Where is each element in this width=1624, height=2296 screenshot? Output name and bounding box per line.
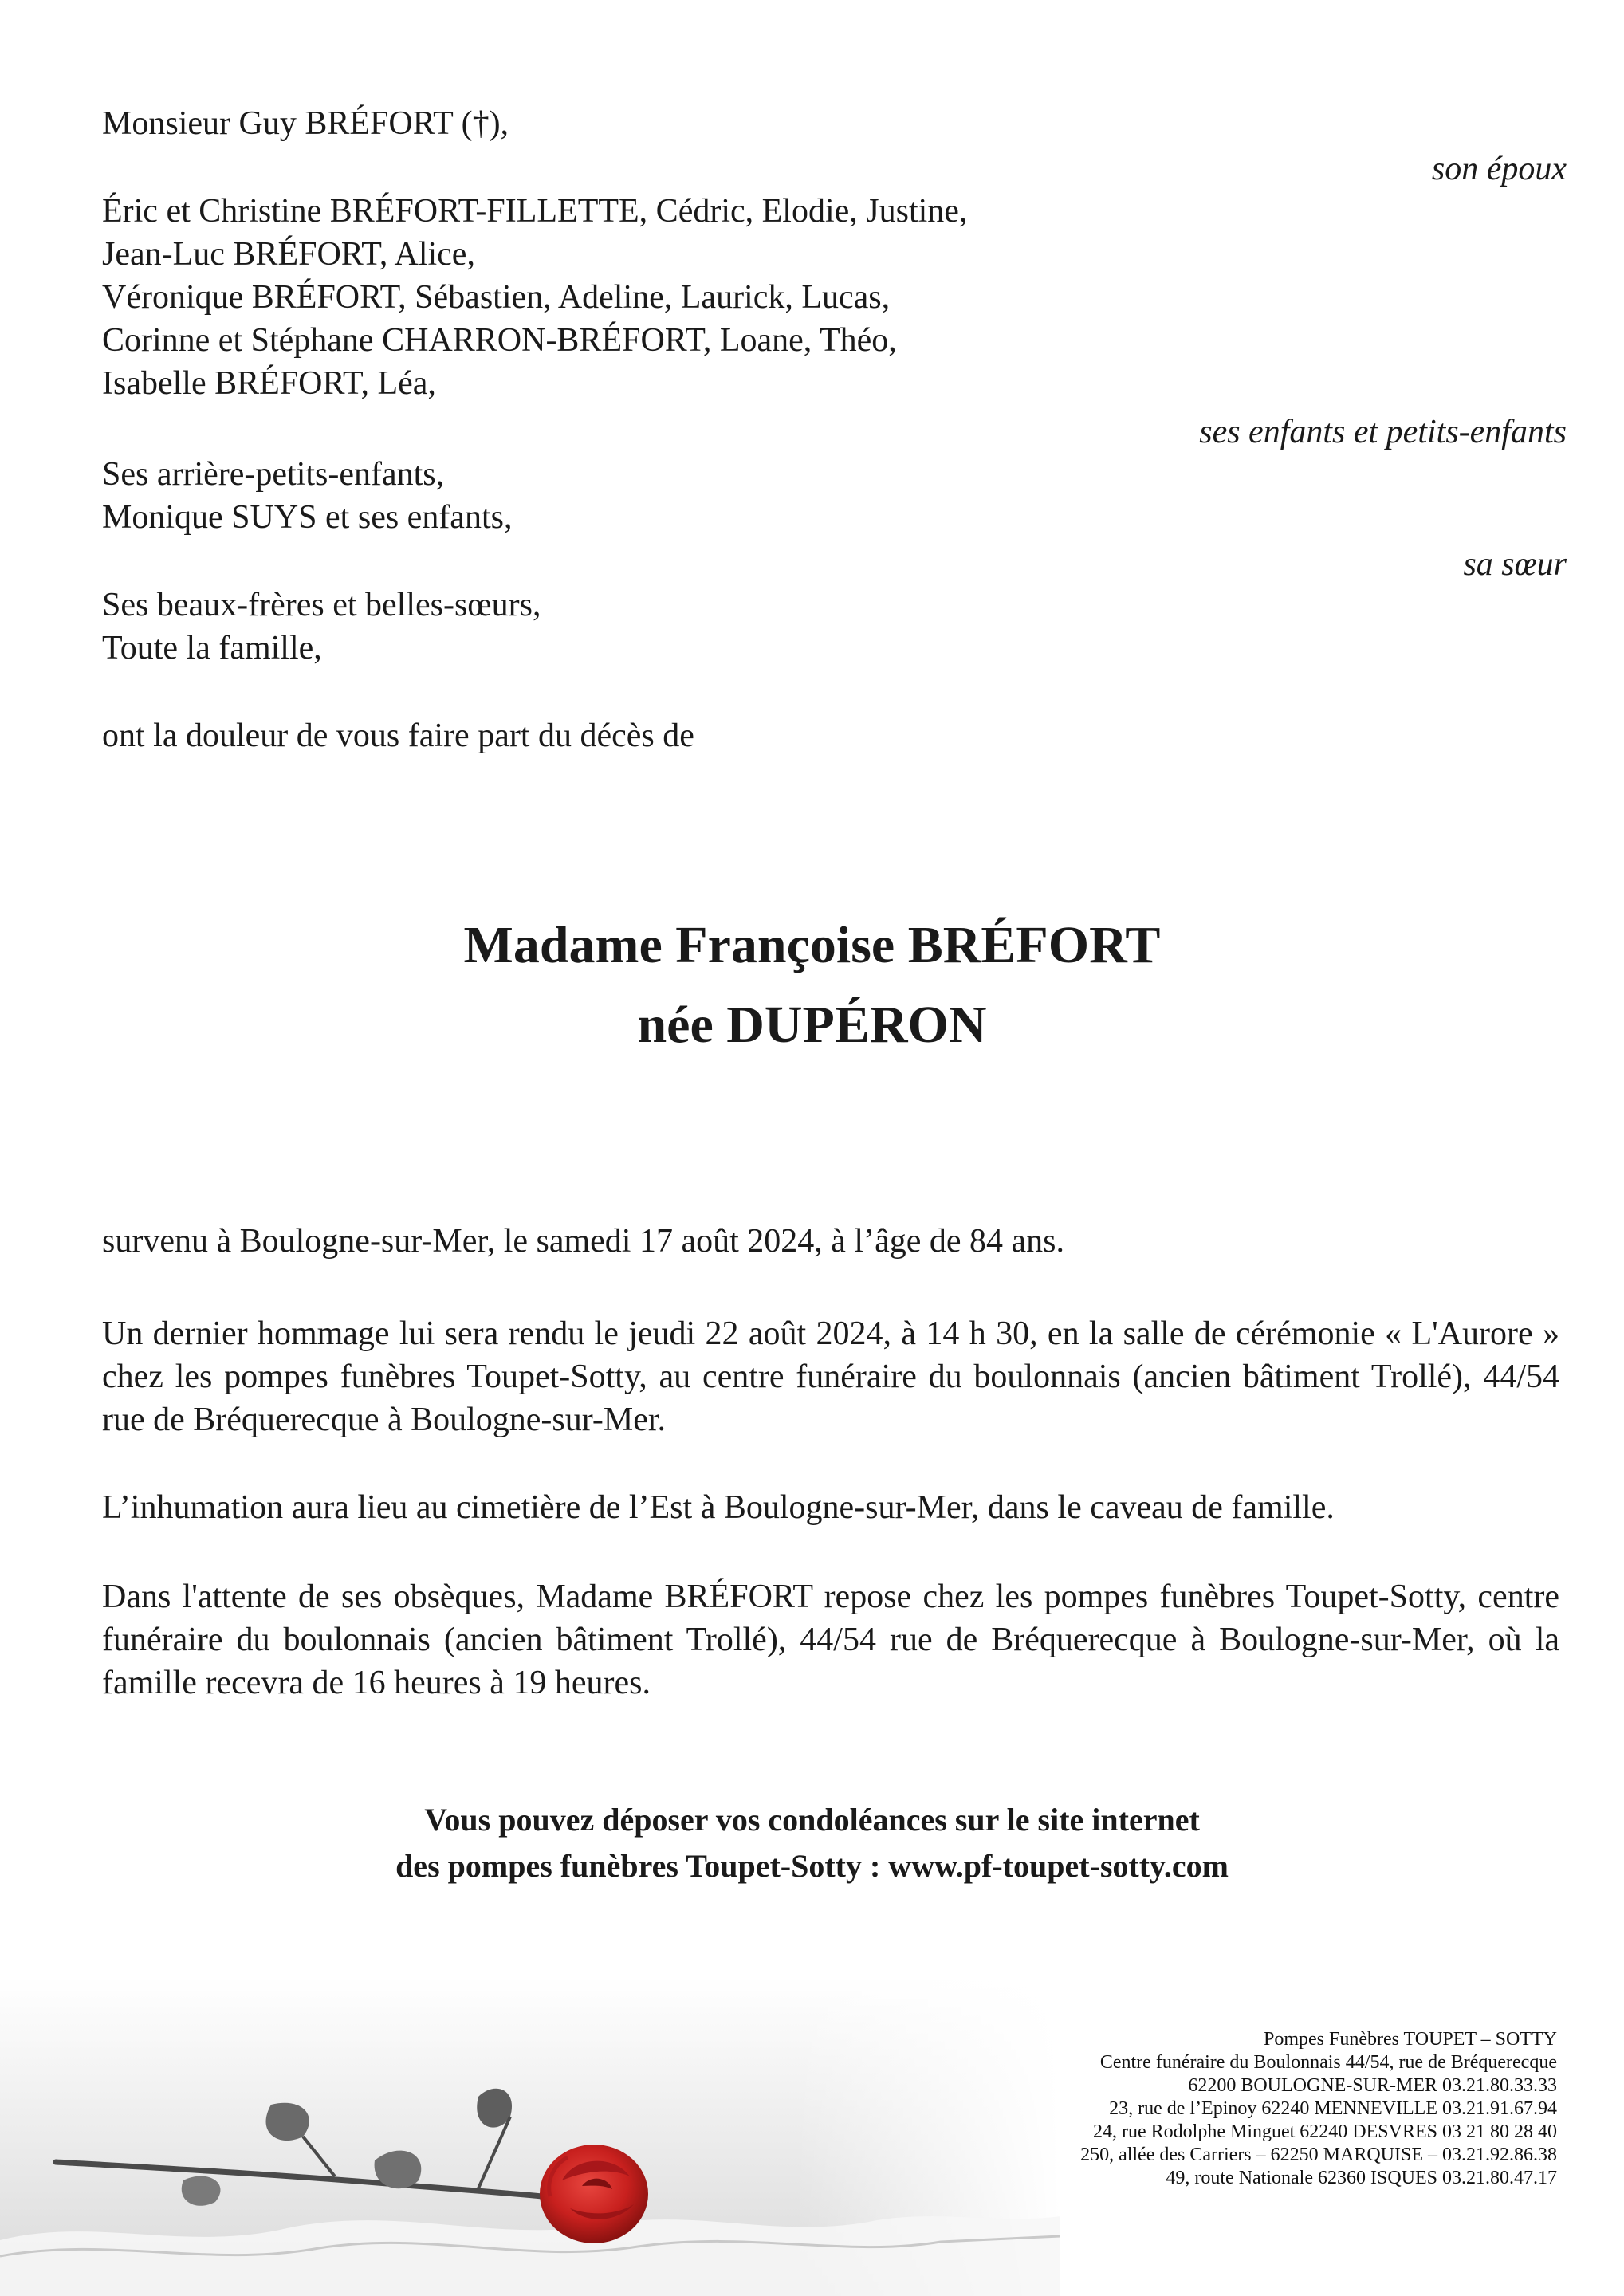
condolences-line-1: Vous pouvez déposer vos condoléances sur le site internet: [424, 1802, 1200, 1838]
footer-line-2: Centre funéraire du Boulonnais 44/54, rue de Bréquerecque: [1099, 2052, 1557, 2073]
footer-line-4: 23, rue de l’Epinoy 62240 MENNEVILLE 03.21.91.67.94: [1109, 2098, 1557, 2119]
condolences-line-2: des pompes funèbres Toupet-Sotty : www.pf-toupet-sotty.com: [395, 1848, 1229, 1884]
sister-line: Monique SUYS et ses enfants,: [102, 499, 513, 536]
footer-line-6: 250, allée des Carriers – 62250 MARQUISE – 03.21.92.86.38: [1080, 2145, 1557, 2165]
rose-bloom: [540, 2145, 648, 2243]
tribute-details: Un dernier hommage lui sera rendu le jeudi 22 août 2024, à 14 h 30, en la salle de cérémonie « L'Aurore » chez les pompes funèbres Toupet-Sotty, au centre funéraire du boulonnais (ancien bâtiment Trollé), 44/54 rue de Bréquerecque à Boulogne-sur-Mer.: [102, 1315, 1559, 1438]
children-role: ses enfants et petits-enfants: [1199, 414, 1567, 450]
great-grandchildren-line: Ses arrière-petits-enfants,: [102, 456, 445, 493]
footer-line-7: 49, route Nationale 62360 ISQUES 03.21.80.47.17: [1166, 2168, 1557, 2188]
burial-details: L’inhumation aura lieu au cimetière de l’Est à Boulogne-sur-Mer, dans le caveau de famille.: [102, 1489, 1335, 1526]
rest-details: Dans l'attente de ses obsèques, Madame BRÉFORT repose chez les pompes funèbres Toupet-Sotty, centre funéraire du boulonnais (ancien bâtiment Trollé), 44/54 rue de Bréquerecque à Boulogne-sur-Mer, où la famille recevra de 16 heures à 19 heures.: [102, 1578, 1559, 1701]
announcement-line: ont la douleur de vous faire part du décès de: [102, 718, 694, 754]
funeral-home-addresses: [1080, 2028, 1557, 2190]
family-all-line: Toute la famille,: [102, 630, 322, 666]
spouse-role: son époux: [1431, 151, 1567, 187]
rose-on-beach-illustration: [0, 1977, 1060, 2296]
spouse-line: Monsieur Guy BRÉFORT (†),: [102, 105, 509, 142]
footer-line-3: 62200 BOULOGNE-SUR-MER 03.21.80.33.33: [1188, 2075, 1557, 2096]
death-details: survenu à Boulogne-sur-Mer, le samedi 17 août 2024, à l’âge de 84 ans.: [102, 1223, 1064, 1260]
sister-role: sa sœur: [1463, 546, 1567, 583]
rose-leaf: [266, 2103, 309, 2141]
children-line-2: Jean-Luc BRÉFORT, Alice,: [102, 236, 475, 273]
footer-line-1: Pompes Funèbres TOUPET – SOTTY: [1263, 2029, 1557, 2050]
rose-leaf: [182, 2176, 221, 2206]
footer-line-5: 24, rue Rodolphe Minguet 62240 DESVRES 03 21 80 28 40: [1093, 2121, 1557, 2142]
children-line-4: Corinne et Stéphane CHARRON-BRÉFORT, Loane, Théo,: [102, 322, 897, 359]
in-laws-line: Ses beaux-frères et belles-sœurs,: [102, 587, 541, 623]
children-line-5: Isabelle BRÉFORT, Léa,: [102, 365, 436, 402]
deceased-name: Madame Françoise BRÉFORT: [463, 916, 1161, 974]
deceased-maiden-name: née DUPÉRON: [637, 996, 987, 1054]
children-line-1: Éric et Christine BRÉFORT-FILLETTE, Cédric, Elodie, Justine,: [102, 193, 968, 230]
children-line-3: Véronique BRÉFORT, Sébastien, Adeline, Laurick, Lucas,: [102, 279, 891, 316]
